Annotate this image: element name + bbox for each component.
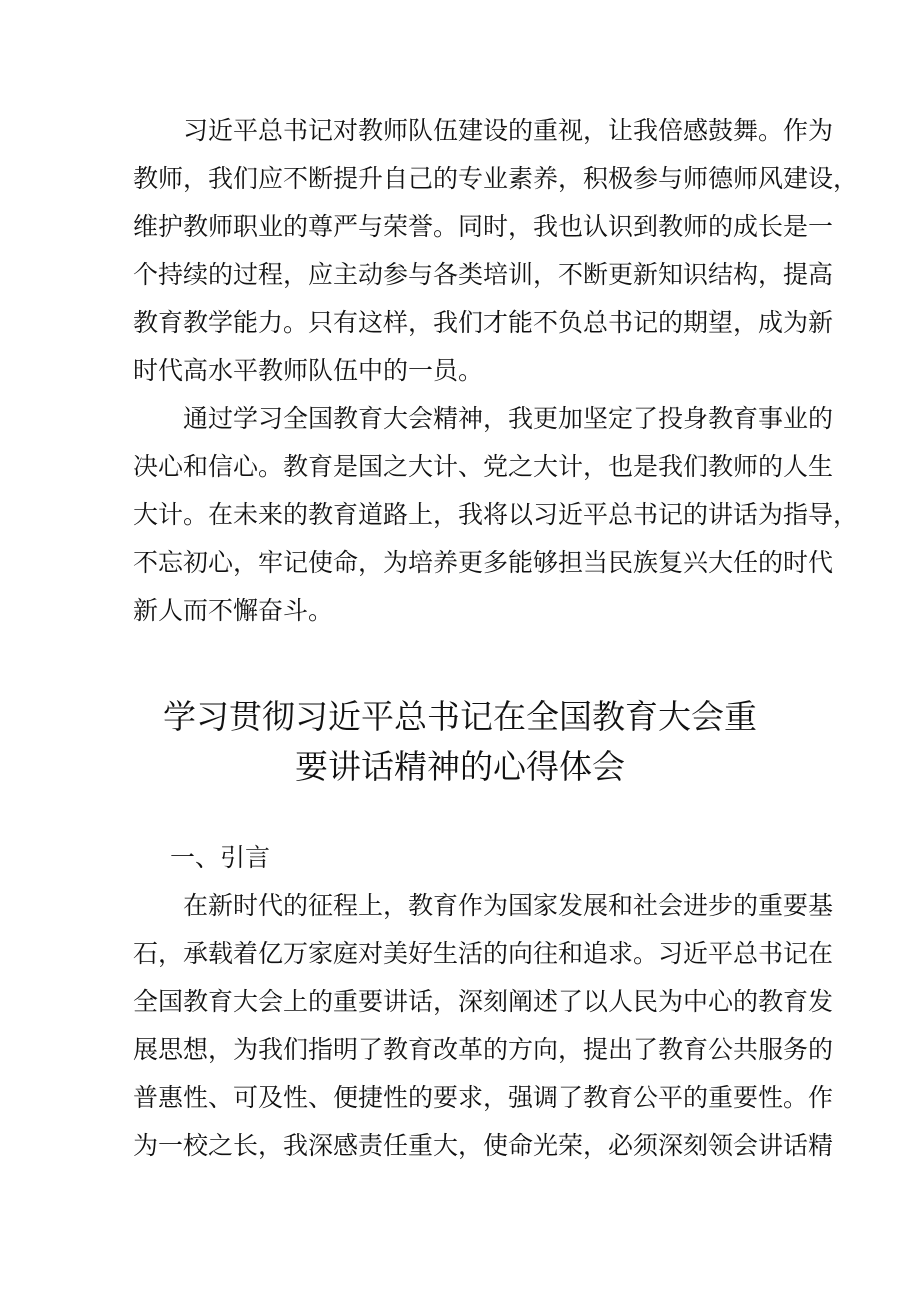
text-line: 全国教育大会上的重要讲话，深刻阐述了以人民为中心的教育发: [133, 987, 834, 1016]
text-line: 普惠性、可及性、便捷性的要求，强调了教育公平的重要性。作: [133, 1083, 834, 1112]
text-line: 决心和信心。教育是国之大计、党之大计，也是我们教师的人生: [133, 452, 834, 481]
section-heading: 一、引言: [170, 843, 271, 872]
article-title-line-1: 学习贯彻习近平总书记在全国教育大会重: [163, 697, 757, 736]
text-line: 个持续的过程，应主动参与各类培训，不断更新知识结构，提高: [133, 260, 834, 289]
text-line: 不忘初心，牢记使命，为培养更多能够担当民族复兴大任的时代: [133, 548, 834, 577]
text-line: 为一校之长，我深感责任重大，使命光荣，必须深刻领会讲话精: [133, 1131, 834, 1160]
text-line: 在新时代的征程上，教育作为国家发展和社会进步的重要基: [183, 891, 834, 920]
text-line: 展思想，为我们指明了教育改革的方向，提出了教育公共服务的: [133, 1035, 834, 1064]
text-line: 维护教师职业的尊严与荣誉。同时，我也认识到教师的成长是一: [133, 212, 834, 241]
text-line: 习近平总书记对教师队伍建设的重视，让我倍感鼓舞。作为: [183, 116, 834, 145]
article-title-line-2: 要讲话精神的心得体会: [295, 747, 625, 786]
text-line: 石，承载着亿万家庭对美好生活的向往和追求。习近平总书记在: [133, 939, 834, 968]
text-line: 时代高水平教师队伍中的一员。: [133, 356, 484, 385]
text-line: 大计。在未来的教育道路上，我将以习近平总书记的讲话为指导，: [133, 500, 859, 529]
text-line: 通过学习全国教育大会精神，我更加坚定了投身教育事业的: [183, 404, 834, 433]
text-line: 教育教学能力。只有这样，我们才能不负总书记的期望，成为新: [133, 308, 834, 337]
text-line: 新人而不懈奋斗。: [133, 596, 334, 625]
text-line: 教师，我们应不断提升自己的专业素养，积极参与师德师风建设，: [133, 164, 859, 193]
